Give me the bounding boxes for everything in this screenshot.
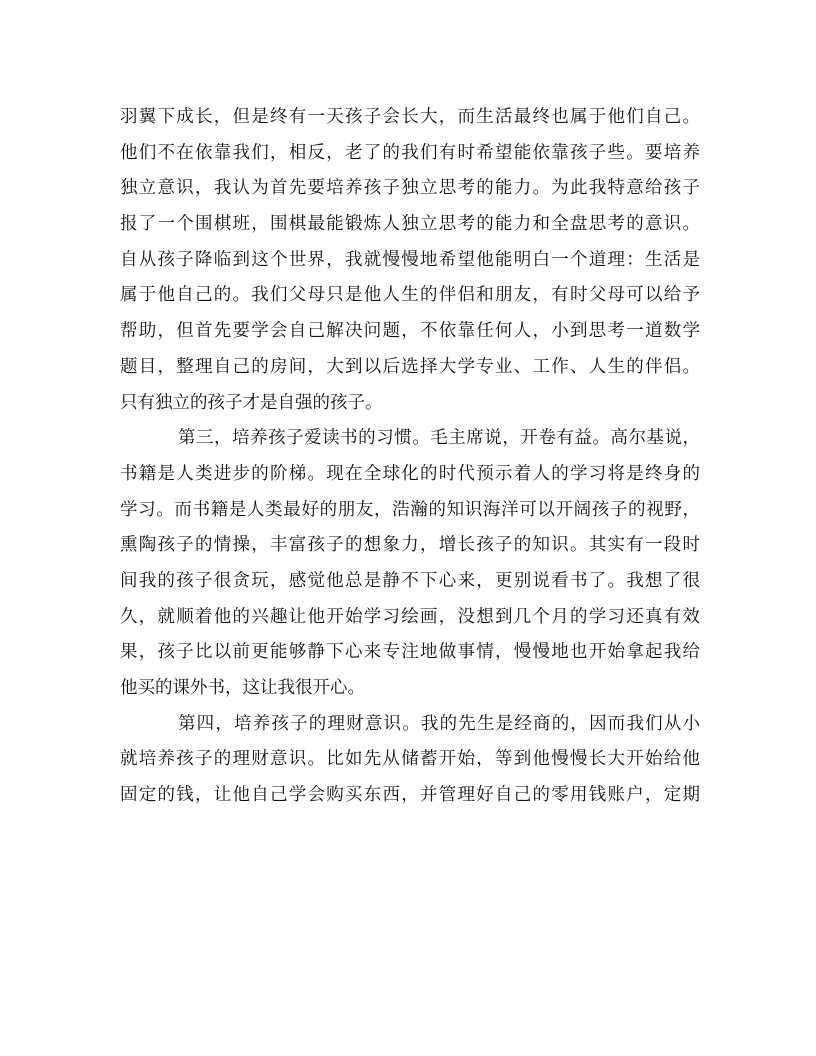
paragraph-first-line: 第四，培养孩子的理财意识。我的先生是经商的，因而我们从小: [178, 713, 700, 734]
paragraph-line: 自从孩子降临到这个世界，我就慢慢地希望他能明白一个道理：生活是: [120, 249, 700, 270]
body-text: [120, 100, 700, 814]
paragraph-line: 间我的孩子很贪玩，感觉他总是静不下心来，更别说看书了。我想了很: [120, 570, 700, 591]
paragraph-line: 书籍是人类进步的阶梯。现在全球化的时代预示着人的学习将是终身的: [120, 463, 700, 484]
paragraph-line: 只有独立的孩子才是自强的孩子。: [120, 392, 383, 413]
paragraph-first-line: 第三，培养孩子爱读书的习惯。毛主席说，开卷有益。高尔基说，: [178, 428, 700, 449]
paragraph-line: 羽翼下成长，但是终有一天孩子会长大，而生活最终也属于他们自己。: [120, 107, 700, 127]
paragraph-line: 他买的课外书，这让我很开心。: [120, 678, 365, 698]
paragraph-line: 独立意识，我认为首先要培养孩子独立思考的能力。为此我特意给孩子: [120, 178, 700, 199]
paragraph-line: 他们不在依靠我们，相反，老了的我们有时希望能依靠孩子些。要培养: [120, 142, 700, 163]
paragraph-line: 属于他自己的。我们父母只是他人生的伴侣和朋友，有时父母可以给予: [120, 285, 700, 306]
paragraph-line: 题目，整理自己的房间，大到以后选择大学专业、工作、人生的伴侣。: [120, 356, 700, 377]
paragraph-line: 果，孩子比以前更能够静下心来专注地做事情，慢慢地也开始拿起我给: [120, 642, 700, 663]
paragraph-line: 久，就顺着他的兴趣让他开始学习绘画，没想到几个月的学习还真有效: [120, 606, 700, 627]
paragraph-line: 报了一个围棋班，围棋最能锻炼人独立思考的能力和全盘思考的意识。: [120, 214, 700, 235]
paragraph-line: 学习。而书籍是人类最好的朋友，浩瀚的知识海洋可以开阔孩子的视野，: [120, 499, 700, 520]
paragraph-line: 固定的钱，让他自己学会购买东西，并管理好自己的零用钱账户，定期: [120, 785, 700, 806]
paragraph-line: 就培养孩子的理财意识。比如先从储蓄开始，等到他慢慢长大开始给他: [120, 749, 700, 770]
paragraph-line: 帮助，但首先要学会自己解决问题，不依靠任何人，小到思考一道数学: [120, 321, 700, 342]
paragraph-line: 熏陶孩子的情操，丰富孩子的想象力，增长孩子的知识。其实有一段时: [120, 535, 700, 556]
